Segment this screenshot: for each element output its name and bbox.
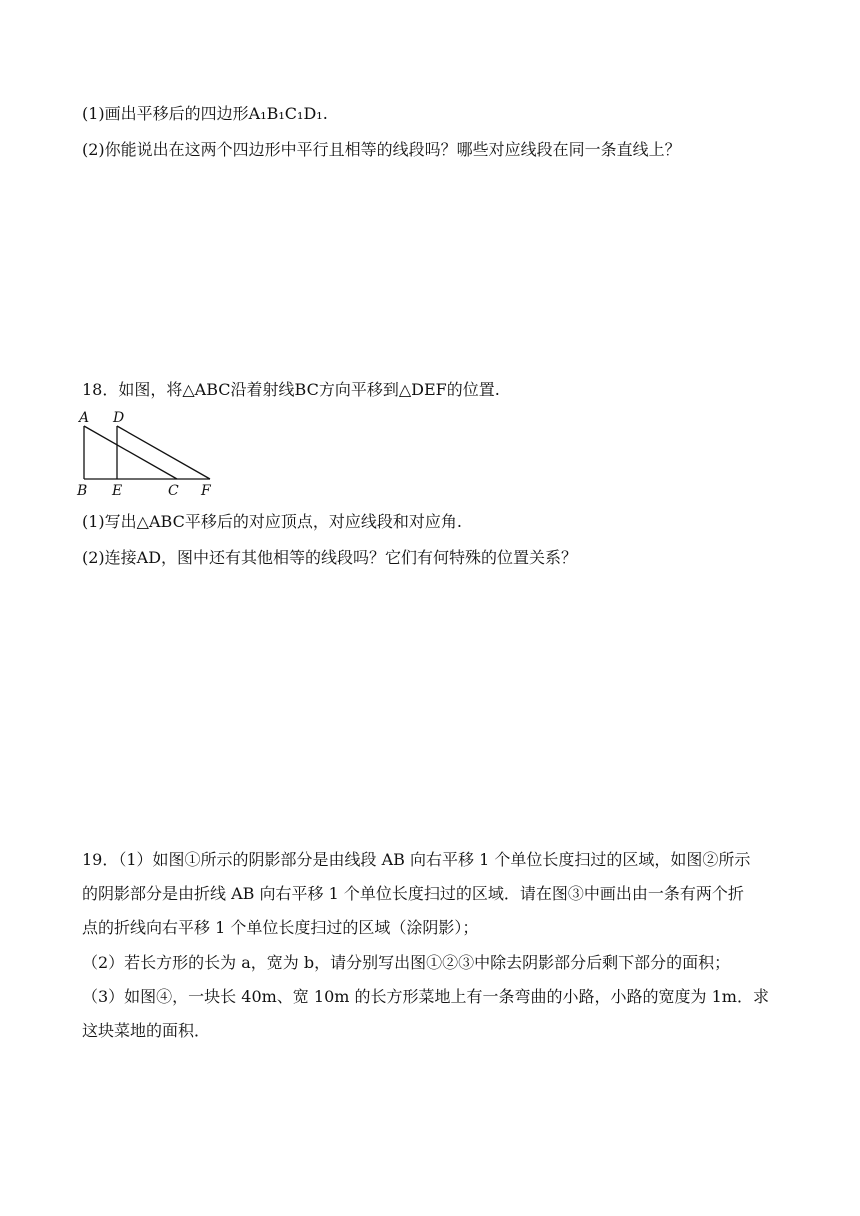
translation-figure: [74, 406, 224, 498]
label-B: B: [77, 483, 88, 498]
q17-part1: (1)画出平移后的四边形A₁B₁C₁D₁.: [82, 104, 328, 123]
q18-part2: (2)连接AD，图中还有其他相等的线段吗？它们有何特殊的位置关系？: [82, 548, 578, 567]
q19-line6: 这块菜地的面积．: [82, 1021, 211, 1040]
label-C: C: [168, 483, 179, 498]
label-A: A: [79, 410, 90, 426]
q18-part1: (1)写出△ABC平移后的对应顶点，对应线段和对应角.: [82, 512, 462, 531]
label-D: D: [113, 410, 125, 426]
q18-stem: 18．如图，将△ABC沿着射线BC方向平移到△DEF的位置.: [82, 380, 500, 399]
q19-line5: （3）如图④，一块长 40m、宽 10m 的长方形菜地上有一条弯曲的小路，小路的宽度为 1m．求: [82, 987, 769, 1006]
q19-line2: 的阴影部分是由折线 AB 向右平移 1 个单位长度扫过的区域．请在图③中画出由一条有两个折: [82, 884, 744, 903]
q19-line1: 19．（1）如图①所示的阴影部分是由线段 AB 向右平移 1 个单位长度扫过的区域，如图②所示: [82, 850, 751, 869]
label-F: F: [201, 483, 211, 498]
q19-line4: （2）若长方形的长为 a，宽为 b，请分别写出图①②③中除去阴影部分后剩下部分的面积；: [82, 953, 731, 972]
q19-line3: 点的折线向右平移 1 个单位长度扫过的区域（涂阴影）；: [82, 918, 479, 937]
q17-part2: (2)你能说出在这两个四边形中平行且相等的线段吗？哪些对应线段在同一条直线上？: [82, 140, 681, 159]
label-E: E: [112, 483, 123, 498]
